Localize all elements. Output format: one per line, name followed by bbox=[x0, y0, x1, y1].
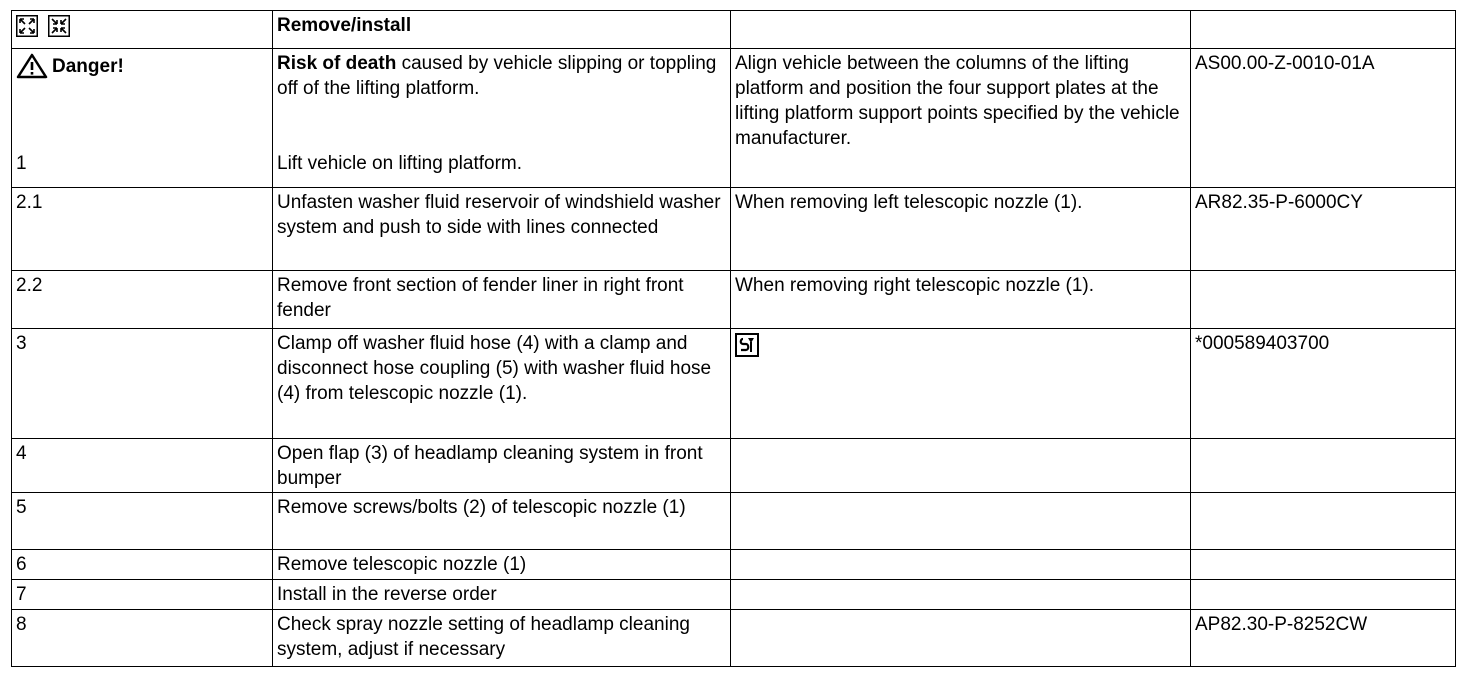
shrink-icon[interactable] bbox=[48, 15, 70, 37]
step-row bbox=[12, 580, 1456, 610]
step-row bbox=[12, 550, 1456, 580]
step-number: 2.1 bbox=[12, 188, 273, 271]
procedure-table bbox=[11, 10, 1456, 667]
danger-ref[interactable]: AS00.00-Z-0010-01A bbox=[1191, 49, 1456, 188]
expand-icon[interactable] bbox=[16, 15, 38, 37]
step-number: 3 bbox=[12, 329, 273, 439]
header-row bbox=[12, 11, 1456, 49]
step-action: Unfasten washer fluid reservoir of windshield washer system and push to side with lines connected bbox=[273, 188, 731, 271]
header-note-cell bbox=[731, 11, 1191, 49]
danger-action-cell bbox=[273, 49, 731, 188]
risk-text: caused by vehicle slipping or toppling off of the lifting platform. bbox=[277, 53, 717, 99]
step-number: 4 bbox=[12, 439, 273, 493]
step-ref bbox=[1191, 439, 1456, 493]
step-action: Remove screws/bolts (2) of telescopic nozzle (1) bbox=[273, 493, 731, 550]
step-action: Lift vehicle on lifting platform. bbox=[277, 153, 523, 174]
danger-note: Align vehicle between the columns of the lifting platform and position the four support plates at the lifting platform support points specified by the vehicle manufacturer. bbox=[731, 49, 1191, 188]
step-action: Remove front section of fender liner in right front fender bbox=[273, 271, 731, 329]
step-note: When removing left telescopic nozzle (1). bbox=[731, 188, 1191, 271]
step-note: When removing right telescopic nozzle (1). bbox=[731, 271, 1191, 329]
step-action: Install in the reverse order bbox=[273, 580, 731, 610]
step-action: Check spray nozzle setting of headlamp cleaning system, adjust if necessary bbox=[273, 610, 731, 667]
step-row bbox=[12, 271, 1456, 329]
step-ref bbox=[1191, 493, 1456, 550]
warning-triangle-icon bbox=[16, 53, 48, 79]
header-icons-cell bbox=[12, 11, 273, 49]
step-note-cell bbox=[731, 329, 1191, 439]
danger-label: Danger! bbox=[52, 55, 124, 77]
step-note bbox=[731, 580, 1191, 610]
step-ref bbox=[1191, 271, 1456, 329]
step-note bbox=[731, 493, 1191, 550]
step-action: Open flap (3) of headlamp cleaning system in front bumper bbox=[273, 439, 731, 493]
header-ref-cell bbox=[1191, 11, 1456, 49]
danger-warning bbox=[16, 53, 268, 79]
step-ref[interactable]: AP82.30-P-8252CW bbox=[1191, 610, 1456, 667]
step-action: Clamp off washer fluid hose (4) with a clamp and disconnect hose coupling (5) with washer fluid hose (4) from telescopic nozzle (1). bbox=[273, 329, 731, 439]
step-row bbox=[12, 493, 1456, 550]
step-ref bbox=[1191, 550, 1456, 580]
danger-cell bbox=[12, 49, 273, 188]
danger-row bbox=[12, 49, 1456, 188]
step-ref[interactable]: AR82.35-P-6000CY bbox=[1191, 188, 1456, 271]
risk-bold: Risk of death bbox=[277, 53, 397, 74]
step-action: Remove telescopic nozzle (1) bbox=[273, 550, 731, 580]
step-number: 5 bbox=[12, 493, 273, 550]
step-number: 7 bbox=[12, 580, 273, 610]
step-note bbox=[731, 439, 1191, 493]
step-note bbox=[731, 550, 1191, 580]
step-ref bbox=[1191, 580, 1456, 610]
step-row bbox=[12, 329, 1456, 439]
step-row bbox=[12, 610, 1456, 667]
step-number: 8 bbox=[12, 610, 273, 667]
step-number: 2.2 bbox=[12, 271, 273, 329]
step-number: 1 bbox=[16, 153, 27, 174]
step-number: 6 bbox=[12, 550, 273, 580]
risk-statement bbox=[277, 51, 726, 101]
special-tool-icon[interactable] bbox=[735, 333, 759, 357]
step-note bbox=[731, 610, 1191, 667]
step-ref[interactable]: *000589403700 bbox=[1191, 329, 1456, 439]
step-row bbox=[12, 188, 1456, 271]
step-row bbox=[12, 439, 1456, 493]
header-title: Remove/install bbox=[273, 11, 731, 49]
